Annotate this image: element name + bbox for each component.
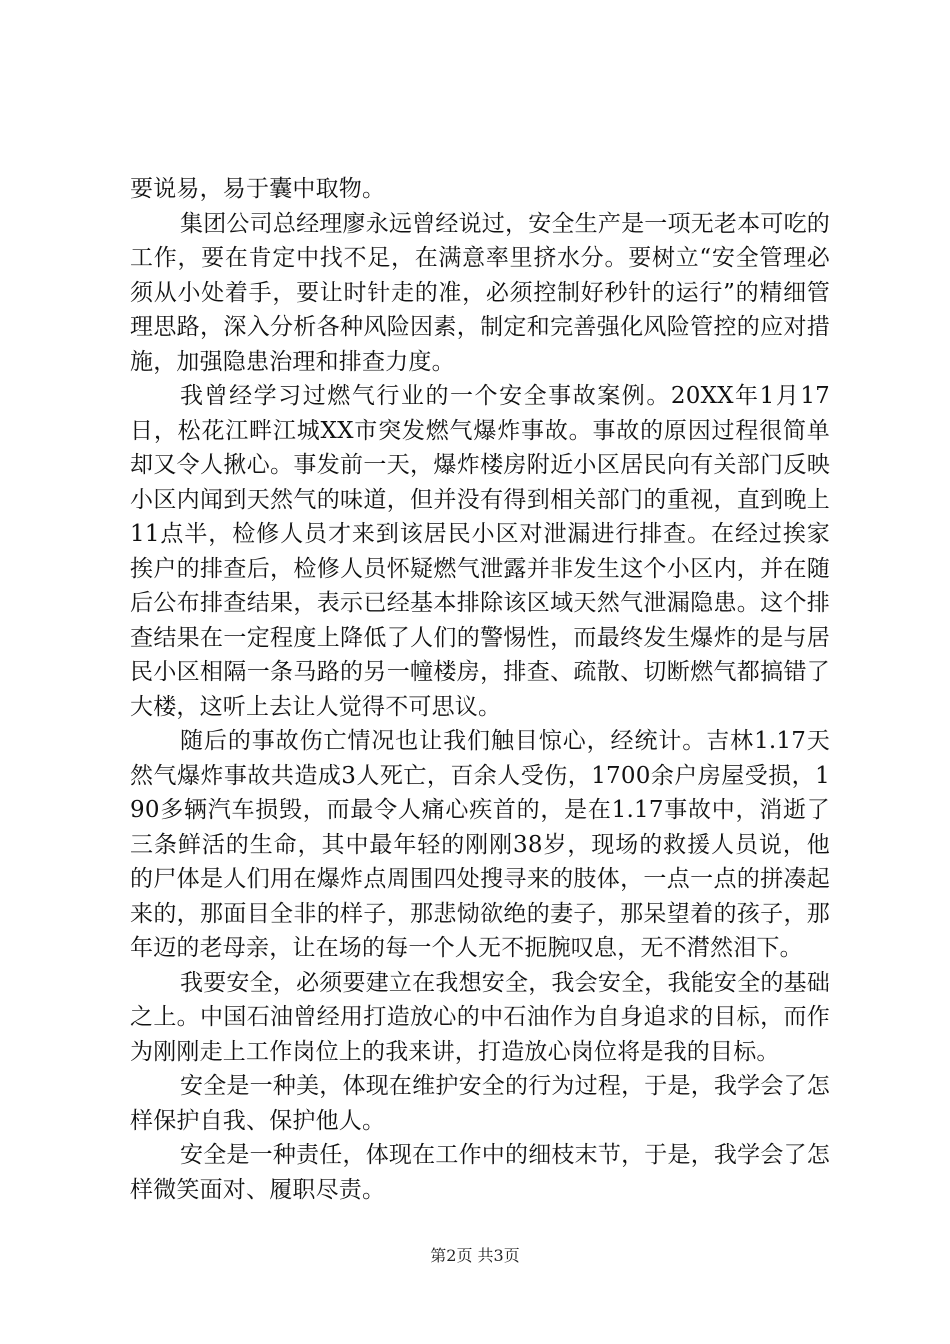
body-text [130, 172, 830, 1207]
paragraph-1: 要说易，易于囊中取物。 [130, 176, 386, 202]
paragraph-4: 随后的事故伤亡情况也让我们触目惊心，经统计。吉林1.17天然气爆炸事故共造成3人死亡，百余人受伤，1700余户房屋受损，190多辆汽车损毁，而最令人痛心疾首的，是在1.17事故中，消逝了三条鲜活的生命，其中最年轻的刚刚38岁，现场的救援人员说，他的尸体是人们用在爆炸点周围四处搜寻来的肢体，一点一点的拼凑起来的，那面目全非的样子，那悲恸欲绝的妻子，那呆望着的孩子，那年迈的老母亲，让在场的每一个人无不扼腕叹息，无不潸然泪下。 [130, 728, 830, 961]
paragraph-3: 我曾经学习过燃气行业的一个安全事故案例。20XX年1月17日，松花江畔江城XX市突发燃气爆炸事故。事故的原因过程很简单却又令人揪心。事发前一天，爆炸楼房附近小区居民向有关部门反映小区内闻到天然气的味道，但并没有得到相关部门的重视，直到晚上11点半，检修人员才来到该居民小区对泄漏进行排查。在经过挨家挨户的排查后，检修人员怀疑燃气泄露并非发生这个小区内，并在随后公布排查结果，表示已经基本排除该区域天然气泄漏隐患。这个排查结果在一定程度上降低了人们的警惕性，而最终发生爆炸的是与居民小区相隔一条马路的另一幢楼房，排查、疏散、切断燃气都搞错了大楼，这听上去让人觉得不可思议。 [130, 383, 830, 720]
paragraph-5: 我要安全，必须要建立在我想安全，我会安全，我能安全的基础之上。中国石油曾经用打造放心的中石油作为自身追求的目标，而作为刚刚走上工作岗位上的我来讲，打造放心岗位将是我的目标。 [130, 969, 830, 1065]
paragraph-6: 安全是一种美，体现在维护安全的行为过程，于是，我学会了怎样保护自我、保护他人。 [130, 1073, 830, 1134]
paragraph-7: 安全是一种责任，体现在工作中的细枝末节，于是，我学会了怎样微笑面对、履职尽责。 [130, 1142, 830, 1203]
paragraph-2: 集团公司总经理廖永远曾经说过，安全生产是一项无老本可吃的工作，要在肯定中找不足，在满意率里挤水分。要树立“安全管理必须从小处着手，要让时针走的准，必须控制好秒针的运行”的精细管理思路，深入分析各种风险因素，制定和完善强化风险管控的应对措施，加强隐患治理和排查力度。 [130, 210, 830, 375]
page-footer: 第2页 共3页 [430, 1246, 520, 1265]
